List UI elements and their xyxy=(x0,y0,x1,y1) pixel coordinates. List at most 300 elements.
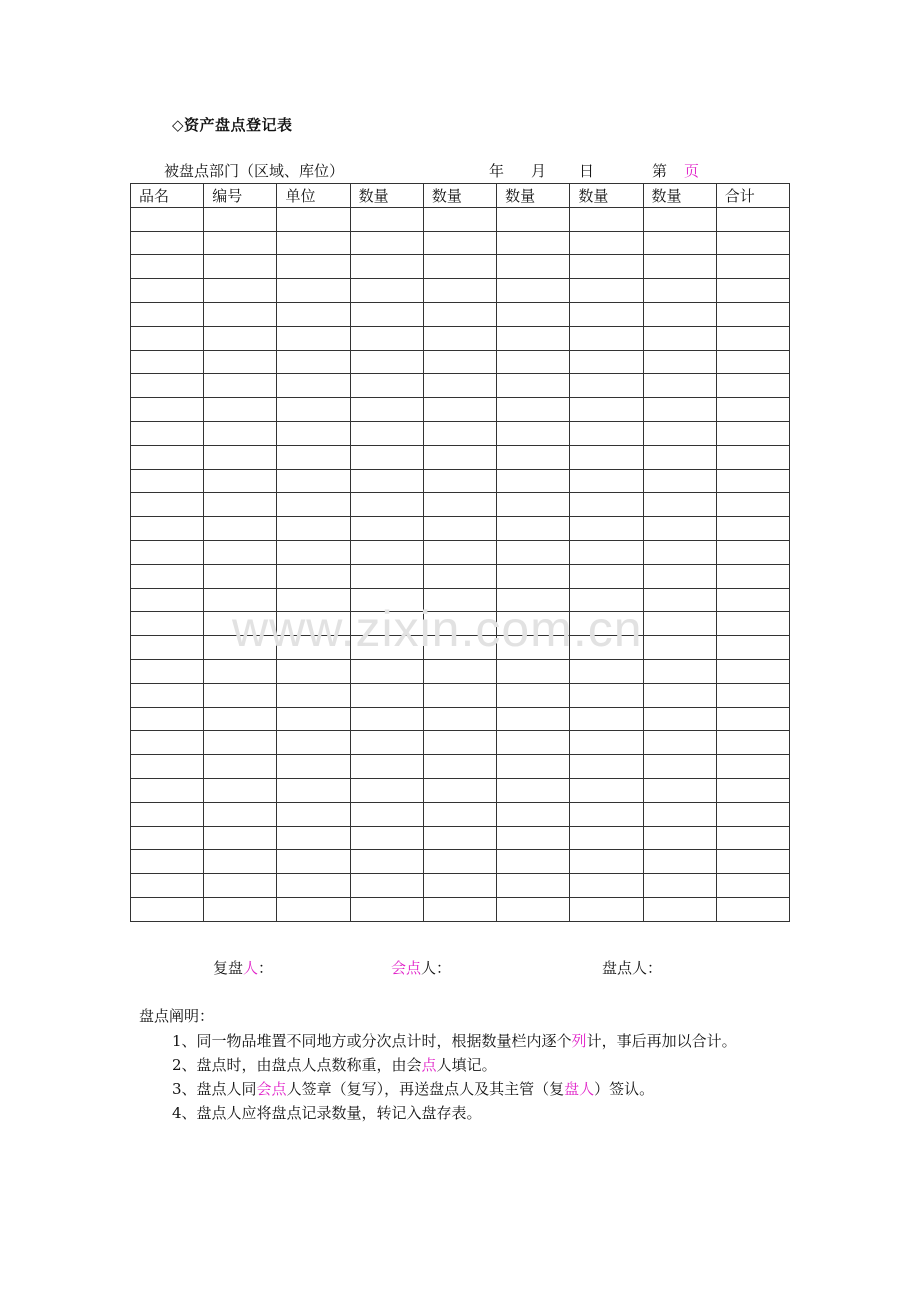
table-cell[interactable] xyxy=(131,493,204,517)
table-cell[interactable] xyxy=(277,469,350,493)
table-cell[interactable] xyxy=(277,612,350,636)
table-cell[interactable] xyxy=(350,564,423,588)
table-cell[interactable] xyxy=(716,326,789,350)
table-cell[interactable] xyxy=(350,778,423,802)
table-cell[interactable] xyxy=(423,826,496,850)
table-cell[interactable] xyxy=(423,398,496,422)
table-cell[interactable] xyxy=(277,421,350,445)
table-cell[interactable] xyxy=(350,612,423,636)
table-row xyxy=(131,659,790,683)
table-cell[interactable] xyxy=(277,802,350,826)
table-cell[interactable] xyxy=(204,279,277,303)
table-cell[interactable] xyxy=(204,707,277,731)
table-cell[interactable] xyxy=(277,659,350,683)
table-cell[interactable] xyxy=(350,707,423,731)
table-cell[interactable] xyxy=(204,445,277,469)
table-cell[interactable] xyxy=(423,802,496,826)
table-cell[interactable] xyxy=(131,445,204,469)
table-cell[interactable] xyxy=(643,636,716,660)
table-cell[interactable] xyxy=(131,255,204,279)
table-cell[interactable] xyxy=(423,350,496,374)
table-cell[interactable] xyxy=(716,755,789,779)
table-cell[interactable] xyxy=(131,636,204,660)
table-cell[interactable] xyxy=(643,659,716,683)
table-cell[interactable] xyxy=(716,255,789,279)
table-cell[interactable] xyxy=(497,255,570,279)
table-cell[interactable] xyxy=(716,802,789,826)
table-cell[interactable] xyxy=(423,445,496,469)
table-cell[interactable] xyxy=(716,398,789,422)
table-cell[interactable] xyxy=(204,659,277,683)
table-row xyxy=(131,231,790,255)
table-cell[interactable] xyxy=(204,683,277,707)
table-cell[interactable] xyxy=(716,874,789,898)
table-cell[interactable] xyxy=(131,207,204,231)
inventory-table xyxy=(130,183,790,922)
col-header-qty-1: 数量 xyxy=(350,184,423,208)
table-cell[interactable] xyxy=(131,350,204,374)
table-cell[interactable] xyxy=(277,493,350,517)
table-cell[interactable] xyxy=(643,469,716,493)
table-cell[interactable] xyxy=(277,731,350,755)
table-cell[interactable] xyxy=(643,350,716,374)
table-cell[interactable] xyxy=(497,398,570,422)
table-row xyxy=(131,207,790,231)
table-cell[interactable] xyxy=(204,588,277,612)
note-2-text-c: 人填记。 xyxy=(436,1056,497,1074)
table-cell[interactable] xyxy=(350,279,423,303)
table-cell[interactable] xyxy=(131,707,204,731)
table-cell[interactable] xyxy=(131,755,204,779)
table-cell[interactable] xyxy=(570,707,643,731)
table-cell[interactable] xyxy=(277,279,350,303)
table-cell[interactable] xyxy=(716,778,789,802)
table-cell[interactable] xyxy=(350,731,423,755)
reviewer-signature-label xyxy=(213,957,273,978)
table-cell[interactable] xyxy=(497,279,570,303)
table-cell[interactable] xyxy=(277,445,350,469)
col-header-qty-4: 数量 xyxy=(570,184,643,208)
table-cell[interactable] xyxy=(570,612,643,636)
table-cell[interactable] xyxy=(204,350,277,374)
table-cell[interactable] xyxy=(570,683,643,707)
table-cell[interactable] xyxy=(204,564,277,588)
table-cell[interactable] xyxy=(716,707,789,731)
table-cell[interactable] xyxy=(643,421,716,445)
table-cell[interactable] xyxy=(497,636,570,660)
table-cell[interactable] xyxy=(350,683,423,707)
table-cell[interactable] xyxy=(423,231,496,255)
table-cell[interactable] xyxy=(643,255,716,279)
table-cell[interactable] xyxy=(204,802,277,826)
table-cell[interactable] xyxy=(277,826,350,850)
table-cell[interactable] xyxy=(497,707,570,731)
table-cell[interactable] xyxy=(423,421,496,445)
table-cell[interactable] xyxy=(350,517,423,541)
table-cell[interactable] xyxy=(350,540,423,564)
table-cell[interactable] xyxy=(643,707,716,731)
table-cell[interactable] xyxy=(350,398,423,422)
table-cell[interactable] xyxy=(716,588,789,612)
table-cell[interactable] xyxy=(277,350,350,374)
table-cell[interactable] xyxy=(643,612,716,636)
table-cell[interactable] xyxy=(277,683,350,707)
table-cell[interactable] xyxy=(204,897,277,921)
table-cell[interactable] xyxy=(131,874,204,898)
table-cell[interactable] xyxy=(570,326,643,350)
table-cell[interactable] xyxy=(423,564,496,588)
table-cell[interactable] xyxy=(423,540,496,564)
table-cell[interactable] xyxy=(204,826,277,850)
table-cell[interactable] xyxy=(423,874,496,898)
table-cell[interactable] xyxy=(131,517,204,541)
table-cell[interactable] xyxy=(497,540,570,564)
table-cell[interactable] xyxy=(497,374,570,398)
table-cell[interactable] xyxy=(716,612,789,636)
table-cell[interactable] xyxy=(423,374,496,398)
table-cell[interactable] xyxy=(716,517,789,541)
table-cell[interactable] xyxy=(643,374,716,398)
table-cell[interactable] xyxy=(570,493,643,517)
table-cell[interactable] xyxy=(423,612,496,636)
table-cell[interactable] xyxy=(277,636,350,660)
table-cell[interactable] xyxy=(497,755,570,779)
table-cell[interactable] xyxy=(277,707,350,731)
table-cell[interactable] xyxy=(277,540,350,564)
table-cell[interactable] xyxy=(423,778,496,802)
table-cell[interactable] xyxy=(716,469,789,493)
table-cell[interactable] xyxy=(277,255,350,279)
table-cell[interactable] xyxy=(277,850,350,874)
table-cell[interactable] xyxy=(131,588,204,612)
table-cell[interactable] xyxy=(350,326,423,350)
table-cell[interactable] xyxy=(204,778,277,802)
table-cell[interactable] xyxy=(131,897,204,921)
table-cell[interactable] xyxy=(716,659,789,683)
table-cell[interactable] xyxy=(497,207,570,231)
table-row xyxy=(131,517,790,541)
table-cell[interactable] xyxy=(423,207,496,231)
table-cell[interactable] xyxy=(423,326,496,350)
table-cell[interactable] xyxy=(643,540,716,564)
table-cell[interactable] xyxy=(423,683,496,707)
table-cell[interactable] xyxy=(423,302,496,326)
table-row xyxy=(131,564,790,588)
table-cell[interactable] xyxy=(350,350,423,374)
table-cell[interactable] xyxy=(497,517,570,541)
table-cell[interactable] xyxy=(131,778,204,802)
table-cell[interactable] xyxy=(131,374,204,398)
table-row xyxy=(131,350,790,374)
table-cell[interactable] xyxy=(131,302,204,326)
table-cell[interactable] xyxy=(350,445,423,469)
table-cell[interactable] xyxy=(570,874,643,898)
table-cell[interactable] xyxy=(643,279,716,303)
table-cell[interactable] xyxy=(716,731,789,755)
table-cell[interactable] xyxy=(497,350,570,374)
table-row xyxy=(131,731,790,755)
table-cell[interactable] xyxy=(570,207,643,231)
table-cell[interactable] xyxy=(350,588,423,612)
table-cell[interactable] xyxy=(570,731,643,755)
table-cell[interactable] xyxy=(497,874,570,898)
table-cell[interactable] xyxy=(570,374,643,398)
table-cell[interactable] xyxy=(716,350,789,374)
table-cell[interactable] xyxy=(497,469,570,493)
table-cell[interactable] xyxy=(131,826,204,850)
table-cell[interactable] xyxy=(204,255,277,279)
table-cell[interactable] xyxy=(643,231,716,255)
table-row xyxy=(131,826,790,850)
table-cell[interactable] xyxy=(497,588,570,612)
table-cell[interactable] xyxy=(643,802,716,826)
table-cell[interactable] xyxy=(643,302,716,326)
table-cell[interactable] xyxy=(350,231,423,255)
table-row xyxy=(131,778,790,802)
table-cell[interactable] xyxy=(570,802,643,826)
table-cell[interactable] xyxy=(570,540,643,564)
table-row xyxy=(131,683,790,707)
note-item-4 xyxy=(172,1102,482,1123)
table-cell[interactable] xyxy=(570,636,643,660)
table-cell[interactable] xyxy=(423,279,496,303)
table-cell[interactable] xyxy=(277,588,350,612)
table-cell[interactable] xyxy=(643,755,716,779)
table-row xyxy=(131,255,790,279)
table-cell[interactable] xyxy=(131,564,204,588)
table-cell[interactable] xyxy=(497,659,570,683)
table-cell[interactable] xyxy=(643,564,716,588)
notes-title: 盘点阐明： xyxy=(139,1007,215,1025)
table-cell[interactable] xyxy=(497,897,570,921)
table-cell[interactable] xyxy=(643,517,716,541)
table-row xyxy=(131,850,790,874)
table-cell[interactable] xyxy=(131,802,204,826)
table-cell[interactable] xyxy=(131,231,204,255)
table-cell[interactable] xyxy=(423,517,496,541)
table-cell[interactable] xyxy=(497,850,570,874)
table-cell[interactable] xyxy=(570,469,643,493)
table-cell[interactable] xyxy=(716,421,789,445)
table-cell[interactable] xyxy=(350,874,423,898)
table-cell[interactable] xyxy=(350,469,423,493)
table-cell[interactable] xyxy=(716,564,789,588)
table-cell[interactable] xyxy=(423,731,496,755)
table-cell[interactable] xyxy=(204,326,277,350)
table-cell[interactable] xyxy=(350,255,423,279)
table-cell[interactable] xyxy=(204,755,277,779)
table-cell[interactable] xyxy=(350,802,423,826)
table-cell[interactable] xyxy=(716,540,789,564)
table-cell[interactable] xyxy=(350,636,423,660)
table-cell[interactable] xyxy=(131,612,204,636)
table-cell[interactable] xyxy=(204,612,277,636)
table-cell[interactable] xyxy=(423,755,496,779)
table-row xyxy=(131,588,790,612)
table-cell[interactable] xyxy=(350,493,423,517)
table-cell[interactable] xyxy=(423,493,496,517)
table-cell[interactable] xyxy=(350,826,423,850)
table-cell[interactable] xyxy=(643,897,716,921)
table-cell[interactable] xyxy=(716,231,789,255)
table-cell[interactable] xyxy=(643,778,716,802)
table-cell[interactable] xyxy=(277,778,350,802)
table-cell[interactable] xyxy=(204,302,277,326)
table-cell[interactable] xyxy=(716,897,789,921)
table-cell[interactable] xyxy=(204,636,277,660)
table-cell[interactable] xyxy=(423,588,496,612)
table-cell[interactable] xyxy=(277,302,350,326)
table-cell[interactable] xyxy=(716,636,789,660)
table-cell[interactable] xyxy=(497,231,570,255)
table-cell[interactable] xyxy=(350,755,423,779)
table-cell[interactable] xyxy=(423,707,496,731)
table-cell[interactable] xyxy=(350,421,423,445)
table-cell[interactable] xyxy=(131,731,204,755)
table-cell[interactable] xyxy=(570,279,643,303)
table-cell[interactable] xyxy=(643,850,716,874)
table-cell[interactable] xyxy=(350,659,423,683)
table-cell[interactable] xyxy=(131,279,204,303)
table-cell[interactable] xyxy=(131,683,204,707)
table-cell[interactable] xyxy=(716,374,789,398)
table-row xyxy=(131,612,790,636)
table-cell[interactable] xyxy=(643,588,716,612)
table-cell[interactable] xyxy=(204,540,277,564)
table-cell[interactable] xyxy=(423,659,496,683)
table-cell[interactable] xyxy=(716,302,789,326)
table-cell[interactable] xyxy=(497,564,570,588)
table-cell[interactable] xyxy=(570,564,643,588)
table-cell[interactable] xyxy=(570,517,643,541)
table-cell[interactable] xyxy=(204,493,277,517)
table-cell[interactable] xyxy=(643,874,716,898)
table-cell[interactable] xyxy=(204,398,277,422)
table-cell[interactable] xyxy=(497,778,570,802)
table-cell[interactable] xyxy=(350,850,423,874)
page-prefix-label: 第 xyxy=(652,162,668,180)
table-cell[interactable] xyxy=(204,517,277,541)
col-header-name: 品名 xyxy=(131,184,204,208)
table-cell[interactable] xyxy=(497,493,570,517)
table-cell[interactable] xyxy=(570,778,643,802)
table-cell[interactable] xyxy=(570,826,643,850)
table-cell[interactable] xyxy=(570,897,643,921)
table-cell[interactable] xyxy=(570,755,643,779)
table-cell[interactable] xyxy=(570,850,643,874)
table-cell[interactable] xyxy=(277,398,350,422)
table-row xyxy=(131,374,790,398)
table-cell[interactable] xyxy=(643,326,716,350)
table-cell[interactable] xyxy=(497,612,570,636)
page-suffix-label: 页 xyxy=(684,162,700,180)
table-cell[interactable] xyxy=(131,398,204,422)
table-cell[interactable] xyxy=(643,731,716,755)
table-cell[interactable] xyxy=(277,564,350,588)
table-cell[interactable] xyxy=(570,350,643,374)
table-cell[interactable] xyxy=(204,874,277,898)
table-cell[interactable] xyxy=(131,469,204,493)
table-cell[interactable] xyxy=(497,421,570,445)
table-cell[interactable] xyxy=(350,302,423,326)
table-cell[interactable] xyxy=(643,493,716,517)
table-cell[interactable] xyxy=(277,207,350,231)
note-item-1 xyxy=(172,1030,737,1051)
table-cell[interactable] xyxy=(643,398,716,422)
table-cell[interactable] xyxy=(131,540,204,564)
table-cell[interactable] xyxy=(423,850,496,874)
table-cell[interactable] xyxy=(716,493,789,517)
table-cell[interactable] xyxy=(277,517,350,541)
table-cell[interactable] xyxy=(204,469,277,493)
table-cell[interactable] xyxy=(423,636,496,660)
table-row xyxy=(131,707,790,731)
table-cell[interactable] xyxy=(277,374,350,398)
table-cell[interactable] xyxy=(277,874,350,898)
table-cell[interactable] xyxy=(570,421,643,445)
table-cell[interactable] xyxy=(643,445,716,469)
table-cell[interactable] xyxy=(423,255,496,279)
witness-label-b: 人： xyxy=(421,959,452,977)
table-cell[interactable] xyxy=(570,255,643,279)
table-cell[interactable] xyxy=(204,207,277,231)
table-cell[interactable] xyxy=(497,326,570,350)
table-cell[interactable] xyxy=(277,755,350,779)
table-cell[interactable] xyxy=(570,445,643,469)
table-cell[interactable] xyxy=(497,731,570,755)
table-cell[interactable] xyxy=(570,398,643,422)
table-cell[interactable] xyxy=(497,802,570,826)
table-cell[interactable] xyxy=(423,897,496,921)
table-cell[interactable] xyxy=(570,231,643,255)
table-cell[interactable] xyxy=(131,659,204,683)
table-cell[interactable] xyxy=(497,683,570,707)
table-cell[interactable] xyxy=(350,897,423,921)
table-cell[interactable] xyxy=(497,826,570,850)
table-cell[interactable] xyxy=(643,683,716,707)
table-cell[interactable] xyxy=(204,421,277,445)
table-cell[interactable] xyxy=(204,850,277,874)
table-cell[interactable] xyxy=(423,469,496,493)
table-cell[interactable] xyxy=(570,659,643,683)
table-cell[interactable] xyxy=(131,421,204,445)
table-cell[interactable] xyxy=(716,850,789,874)
table-cell[interactable] xyxy=(497,445,570,469)
table-cell[interactable] xyxy=(497,302,570,326)
table-cell[interactable] xyxy=(131,326,204,350)
table-cell[interactable] xyxy=(643,826,716,850)
table-cell[interactable] xyxy=(716,683,789,707)
table-cell[interactable] xyxy=(716,207,789,231)
table-cell[interactable] xyxy=(277,897,350,921)
table-cell[interactable] xyxy=(350,207,423,231)
table-cell[interactable] xyxy=(204,374,277,398)
table-cell[interactable] xyxy=(277,231,350,255)
note-4-text-a: 4、盘点人应将盘点记录数量，转记入盘存表。 xyxy=(172,1104,482,1122)
table-cell[interactable] xyxy=(570,588,643,612)
table-cell[interactable] xyxy=(643,207,716,231)
table-cell[interactable] xyxy=(716,445,789,469)
table-cell[interactable] xyxy=(204,731,277,755)
note-3-text-e: ）签认。 xyxy=(594,1080,655,1098)
table-cell[interactable] xyxy=(204,231,277,255)
table-cell[interactable] xyxy=(716,826,789,850)
table-cell[interactable] xyxy=(277,326,350,350)
table-cell[interactable] xyxy=(350,374,423,398)
table-cell[interactable] xyxy=(570,302,643,326)
table-cell[interactable] xyxy=(131,850,204,874)
table-cell[interactable] xyxy=(716,279,789,303)
